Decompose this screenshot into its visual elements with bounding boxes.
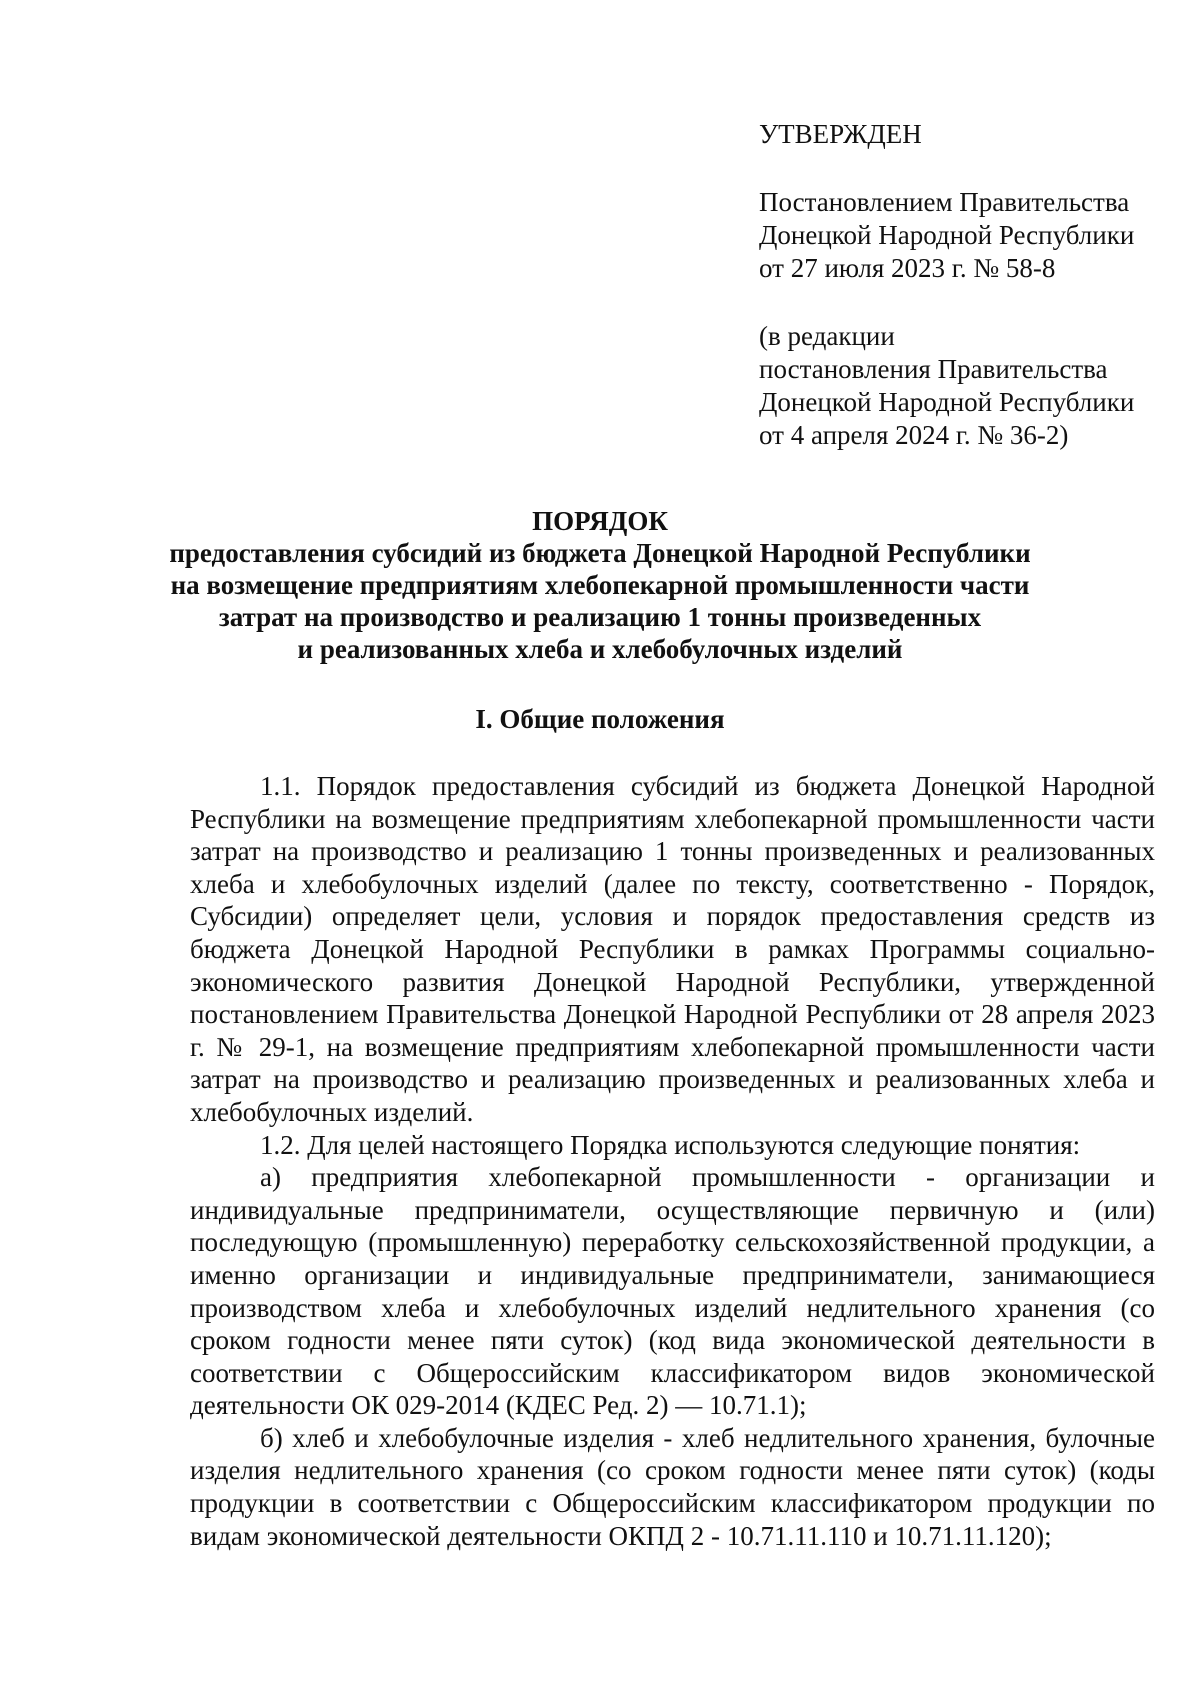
edition-line: постановления Правительства [759, 354, 1108, 384]
decree-line: от 27 июля 2023 г. № 58-8 [759, 253, 1056, 283]
paragraph-b: б) хлеб и хлебобулочные изделия - хлеб недлительного хранения, булочные изделия недлительного хранения (со сроком годности менее пяти суток) (коды продукции в соответствии с Общероссийским классификатором продукции по видам экономической деятельности ОКПД 2 - 10.71.11.110 и 10.71.11.120); [190, 1422, 1155, 1551]
approval-stamp-block [759, 118, 1179, 487]
decree-line: Постановлением Правительства [759, 187, 1130, 217]
edition-line: (в редакции [759, 321, 895, 351]
document-title: ПОРЯДОК [532, 506, 668, 536]
paragraph-a: а) предприятия хлебопекарной промышленности - организации и индивидуальные предприниматели, осуществляющие первичную и (или) последующую (промышленную) переработку сельскохозяйственной продукции, а именно организации и индивидуальные предприниматели, занимающиеся производством хлеба и хлебобулочных изделий недлительного хранения (со сроком годности менее пяти суток) (код вида экономической деятельности в соответствии с Общероссийским классификатором видов экономической деятельности ОК 029-2014 (КДЕС Ред. 2) — 10.71.1); [190, 1162, 1155, 1421]
approval-title: УТВЕРЖДЕН [759, 119, 922, 149]
approval-decree [759, 186, 1179, 285]
section-body [190, 770, 1155, 1552]
edition-line: Донецкой Народной Республики [759, 387, 1135, 417]
decree-line: Донецкой Народной Республики [759, 220, 1135, 250]
document-subtitle-line: на возмещение предприятиям хлебопекарной промышленности части [170, 570, 1030, 600]
section-heading: I. Общие положения [475, 704, 725, 734]
paragraph-1-2: 1.2. Для целей настоящего Порядка используются следующие понятия: [260, 1129, 1081, 1160]
document-title-block [160, 505, 1040, 665]
edition-line: от 4 апреля 2024 г. № 36-2) [759, 420, 1069, 450]
document-subtitle-line: и реализованных хлеба и хлебобулочных изделий [297, 634, 903, 664]
document-subtitle-line: затрат на производство и реализацию 1 тонны произведенных [218, 602, 982, 632]
approval-edition [759, 320, 1179, 452]
paragraph-1-1: 1.1. Порядок предоставления субсидий из бюджета Донецкой Народной Республики на возмещение предприятиям хлебопекарной промышленности части затрат на производство и реализацию 1 тонны произведенных и реализованных хлеба и хлебобулочных изделий (далее по тексту, соответственно - Порядок, Субсидии) определяет цели, условия и порядок предоставления средств из бюджета Донецкой Народной Республики в рамках Программы социально-экономического развития Донецкой Народной Республики, утвержденной постановлением Правительства Донецкой Народной Республики от 28 апреля 2023 г. № 29-1, на возмещение предприятиям хлебопекарной промышленности части затрат на производство и реализацию произведенных и реализованных хлеба и хлебобулочных изделий. [190, 771, 1155, 1127]
document-subtitle-line: предоставления субсидий из бюджета Донецкой Народной Республики [169, 538, 1031, 568]
